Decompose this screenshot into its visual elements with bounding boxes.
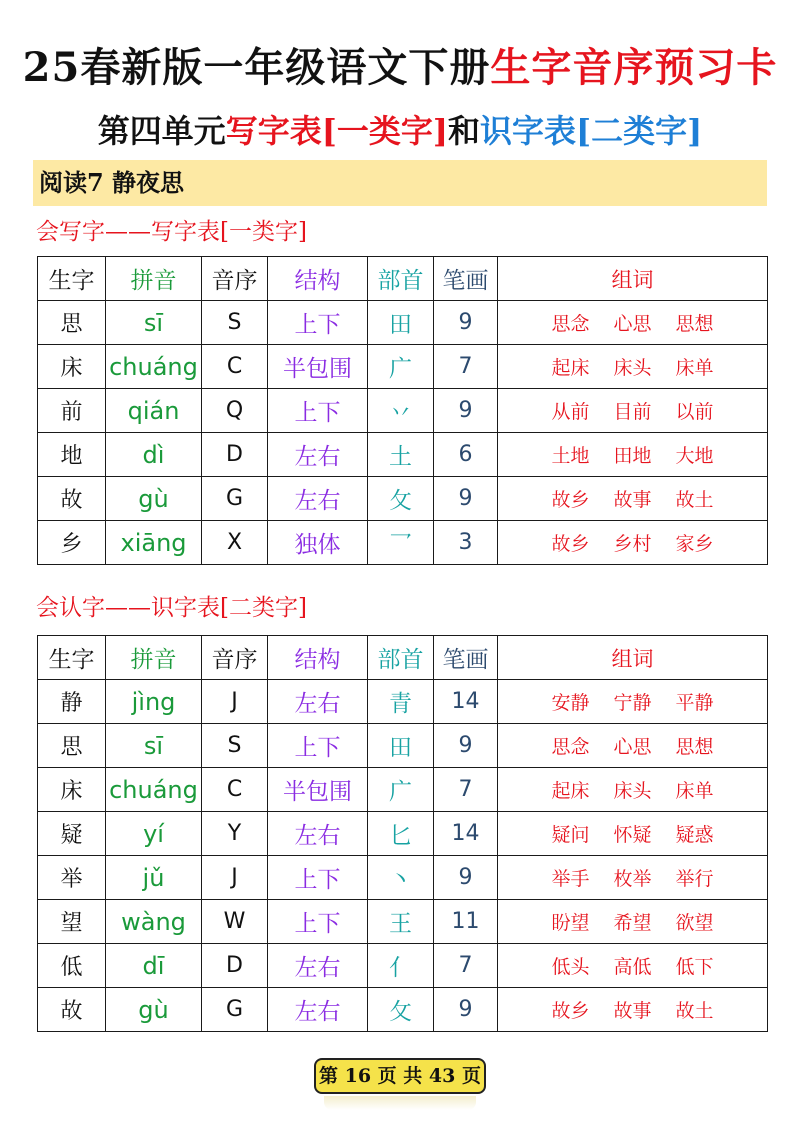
structure-cell: 左右 (268, 433, 368, 477)
char-cell: 前 (38, 389, 106, 433)
lesson-bar: 阅读7 静夜思 (33, 160, 767, 206)
structure-cell: 半包围 (268, 345, 368, 389)
structure-cell: 上下 (268, 389, 368, 433)
table-row (38, 944, 768, 988)
words-cell (498, 768, 768, 812)
initial-cell: C (202, 345, 268, 389)
char-cell: 低 (38, 944, 106, 988)
word-item: 宁静 (613, 692, 652, 714)
strokes-cell: 7 (434, 768, 498, 812)
initial-cell: S (202, 301, 268, 345)
char-cell: 床 (38, 345, 106, 389)
word-item: 思念 (551, 313, 590, 335)
initial-cell: C (202, 768, 268, 812)
word-item: 平静 (675, 692, 714, 714)
strokes-cell: 11 (434, 900, 498, 944)
radical-cell: 匕 (368, 812, 434, 856)
section-label-read: 会认字——识字表[二类字] (36, 595, 307, 621)
initial-cell: D (202, 433, 268, 477)
word-item: 怀疑 (613, 824, 652, 846)
words-cell (498, 521, 768, 565)
word-item: 家乡 (675, 533, 714, 555)
radical-cell: 王 (368, 900, 434, 944)
initial-cell: W (202, 900, 268, 944)
write-chars-table (37, 256, 768, 565)
strokes-cell: 9 (434, 301, 498, 345)
word-item: 故乡 (551, 1000, 590, 1022)
char-cell: 地 (38, 433, 106, 477)
header-initial: 音序 (202, 636, 268, 680)
word-item: 故事 (613, 1000, 652, 1022)
word-item: 低头 (551, 956, 590, 978)
char-cell: 故 (38, 477, 106, 521)
subtitle-and: 和 (448, 112, 481, 150)
title-main: 25春新版一年级语文下册 (22, 44, 491, 91)
page-number-reflection (324, 1096, 476, 1110)
word-item: 思想 (675, 313, 714, 335)
table-row (38, 768, 768, 812)
char-cell: 望 (38, 900, 106, 944)
section-label-write: 会写字——写字表[一类字] (36, 219, 307, 245)
header-strokes: 笔画 (434, 636, 498, 680)
word-item: 疑问 (551, 824, 590, 846)
pinyin-cell: qián (106, 389, 202, 433)
word-item: 枚举 (613, 868, 652, 890)
pinyin-cell: gù (106, 477, 202, 521)
radical-cell: 青 (368, 680, 434, 724)
word-item: 欲望 (675, 912, 714, 934)
pinyin-cell: yí (106, 812, 202, 856)
read-chars-table (37, 635, 768, 1032)
word-item: 心思 (613, 313, 652, 335)
radical-cell: 田 (368, 724, 434, 768)
header-char: 生字 (38, 257, 106, 301)
words-cell (498, 301, 768, 345)
char-cell: 床 (38, 768, 106, 812)
header-row (38, 636, 768, 680)
word-item: 盼望 (551, 912, 590, 934)
word-item: 故土 (675, 1000, 714, 1022)
radical-cell: 乛 (368, 521, 434, 565)
structure-cell: 上下 (268, 856, 368, 900)
radical-cell: 田 (368, 301, 434, 345)
initial-cell: Y (202, 812, 268, 856)
table-row (38, 477, 768, 521)
strokes-cell: 7 (434, 345, 498, 389)
pinyin-cell: chuáng (106, 345, 202, 389)
strokes-cell: 14 (434, 812, 498, 856)
header-pinyin: 拼音 (106, 257, 202, 301)
words-cell (498, 477, 768, 521)
char-cell: 思 (38, 301, 106, 345)
pinyin-cell: dì (106, 433, 202, 477)
table-row (38, 812, 768, 856)
header-pinyin: 拼音 (106, 636, 202, 680)
initial-cell: X (202, 521, 268, 565)
word-item: 床头 (613, 357, 652, 379)
pinyin-cell: jìng (106, 680, 202, 724)
structure-cell: 左右 (268, 477, 368, 521)
word-item: 床头 (613, 780, 652, 802)
table-row (38, 433, 768, 477)
subtitle-read-table: 识字表[二类字] (480, 112, 703, 150)
word-item: 思念 (551, 736, 590, 758)
structure-cell: 上下 (268, 301, 368, 345)
subtitle-unit: 第四单元 (97, 112, 226, 150)
initial-cell: Q (202, 389, 268, 433)
table-row (38, 345, 768, 389)
word-item: 大地 (675, 445, 714, 467)
words-cell (498, 812, 768, 856)
word-item: 土地 (551, 445, 590, 467)
word-item: 以前 (675, 401, 714, 423)
pinyin-cell: sī (106, 724, 202, 768)
char-cell: 故 (38, 988, 106, 1032)
initial-cell: J (202, 856, 268, 900)
word-item: 安静 (551, 692, 590, 714)
strokes-cell: 6 (434, 433, 498, 477)
char-cell: 疑 (38, 812, 106, 856)
radical-cell: 广 (368, 345, 434, 389)
structure-cell: 上下 (268, 900, 368, 944)
structure-cell: 半包围 (268, 768, 368, 812)
radical-cell: 攵 (368, 477, 434, 521)
word-item: 床单 (675, 357, 714, 379)
header-words: 组词 (498, 257, 768, 301)
radical-cell: 丷 (368, 389, 434, 433)
word-item: 希望 (613, 912, 652, 934)
word-item: 从前 (551, 401, 590, 423)
radical-cell: 土 (368, 433, 434, 477)
strokes-cell: 9 (434, 389, 498, 433)
word-item: 故事 (613, 489, 652, 511)
table-row (38, 389, 768, 433)
initial-cell: G (202, 477, 268, 521)
words-cell (498, 724, 768, 768)
word-item: 起床 (551, 780, 590, 802)
initial-cell: D (202, 944, 268, 988)
pinyin-cell: xiāng (106, 521, 202, 565)
table-row (38, 856, 768, 900)
header-row (38, 257, 768, 301)
header-strokes: 笔画 (434, 257, 498, 301)
word-item: 田地 (613, 445, 652, 467)
word-item: 疑惑 (675, 824, 714, 846)
header-words: 组词 (498, 636, 768, 680)
table-row (38, 301, 768, 345)
table-row (38, 680, 768, 724)
words-cell (498, 856, 768, 900)
word-item: 思想 (675, 736, 714, 758)
pinyin-cell: chuáng (106, 768, 202, 812)
word-item: 床单 (675, 780, 714, 802)
strokes-cell: 9 (434, 477, 498, 521)
header-radical: 部首 (368, 636, 434, 680)
structure-cell: 左右 (268, 944, 368, 988)
word-item: 高低 (613, 956, 652, 978)
strokes-cell: 7 (434, 944, 498, 988)
page-title (0, 40, 800, 96)
words-cell (498, 988, 768, 1032)
word-item: 心思 (613, 736, 652, 758)
structure-cell: 上下 (268, 724, 368, 768)
header-char: 生字 (38, 636, 106, 680)
strokes-cell: 3 (434, 521, 498, 565)
radical-cell: 广 (368, 768, 434, 812)
structure-cell: 左右 (268, 812, 368, 856)
structure-cell: 左右 (268, 988, 368, 1032)
strokes-cell: 9 (434, 856, 498, 900)
word-item: 举行 (675, 868, 714, 890)
title-highlight: 生字音序预习卡 (490, 44, 778, 91)
table-row (38, 521, 768, 565)
table-row (38, 988, 768, 1032)
structure-cell: 左右 (268, 680, 368, 724)
word-item: 目前 (613, 401, 652, 423)
radical-cell: 丶 (368, 856, 434, 900)
word-item: 故乡 (551, 533, 590, 555)
page-subtitle (0, 108, 800, 154)
pinyin-cell: gù (106, 988, 202, 1032)
char-cell: 思 (38, 724, 106, 768)
word-item: 乡村 (613, 533, 652, 555)
word-item: 举手 (551, 868, 590, 890)
char-cell: 静 (38, 680, 106, 724)
word-item: 故土 (675, 489, 714, 511)
word-item: 低下 (675, 956, 714, 978)
pinyin-cell: dī (106, 944, 202, 988)
strokes-cell: 9 (434, 988, 498, 1032)
initial-cell: J (202, 680, 268, 724)
table-row (38, 900, 768, 944)
words-cell (498, 680, 768, 724)
subtitle-write-table: 写字表[一类字] (225, 112, 448, 150)
initial-cell: S (202, 724, 268, 768)
header-structure: 结构 (268, 636, 368, 680)
table-row (38, 724, 768, 768)
radical-cell: 攵 (368, 988, 434, 1032)
radical-cell: 亻 (368, 944, 434, 988)
initial-cell: G (202, 988, 268, 1032)
structure-cell: 独体 (268, 521, 368, 565)
words-cell (498, 433, 768, 477)
header-initial: 音序 (202, 257, 268, 301)
pinyin-cell: jǔ (106, 856, 202, 900)
strokes-cell: 14 (434, 680, 498, 724)
page-number-badge: 第 16 页 共 43 页 (314, 1058, 486, 1094)
header-structure: 结构 (268, 257, 368, 301)
char-cell: 乡 (38, 521, 106, 565)
pinyin-cell: sī (106, 301, 202, 345)
words-cell (498, 944, 768, 988)
words-cell (498, 900, 768, 944)
char-cell: 举 (38, 856, 106, 900)
header-radical: 部首 (368, 257, 434, 301)
word-item: 起床 (551, 357, 590, 379)
strokes-cell: 9 (434, 724, 498, 768)
words-cell (498, 389, 768, 433)
pinyin-cell: wàng (106, 900, 202, 944)
word-item: 故乡 (551, 489, 590, 511)
words-cell (498, 345, 768, 389)
